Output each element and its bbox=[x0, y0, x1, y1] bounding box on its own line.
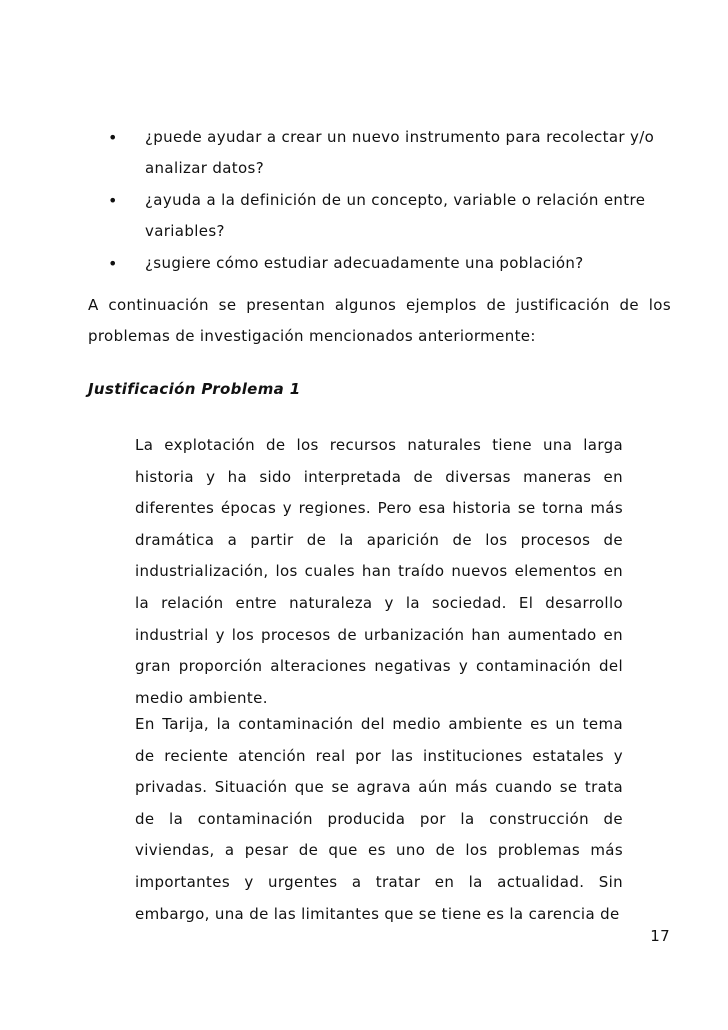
body-paragraph: La explotación de los recursos naturales tiene una larga historia y ha sido interpretada de diversas maneras en diferentes épocas y regiones. Pero esa historia se torna más dramática a partir de la aparición de los procesos de industrialización, los cuales han traído nuevos elementos en la relación entre naturaleza y la sociedad. El desarrollo industrial y los procesos de urbanización han aumentado en gran proporción alteraciones negativas y contaminación del medio ambiente. bbox=[135, 436, 623, 707]
list-item-text: ¿ayuda a la definición de un concepto, variable o relación entre variables? bbox=[145, 191, 646, 240]
section-heading: Justificación Problema 1 bbox=[88, 380, 301, 398]
body-paragraph: En Tarija, la contaminación del medio ambiente es un tema de reciente atención real por las instituciones estatales y privadas. Situación que se agrava aún más cuando se trata de la contaminación producida por la construcción de viviendas, a pesar de que es uno de los problemas más importantes y urgentes a tratar en la actualidad. Sin embargo, una de las limitantes que se tiene es la carencia de bbox=[135, 715, 623, 923]
page-number: 17 bbox=[650, 927, 670, 945]
bullet-icon: • bbox=[108, 128, 118, 147]
list-item bbox=[108, 248, 668, 279]
list-item bbox=[108, 122, 668, 184]
list-item-text: ¿puede ayudar a crear un nuevo instrumento para recolectar y/o analizar datos? bbox=[145, 128, 655, 177]
question-list bbox=[108, 122, 668, 280]
bullet-icon: • bbox=[108, 254, 118, 273]
bullet-icon: • bbox=[108, 191, 118, 210]
intro-paragraph: A continuación se presentan algunos ejemplos de justificación de los problemas de investigación mencionados anteriormente: bbox=[88, 296, 671, 345]
list-item bbox=[108, 185, 668, 247]
list-item-text: ¿sugiere cómo estudiar adecuadamente una población? bbox=[145, 254, 584, 272]
